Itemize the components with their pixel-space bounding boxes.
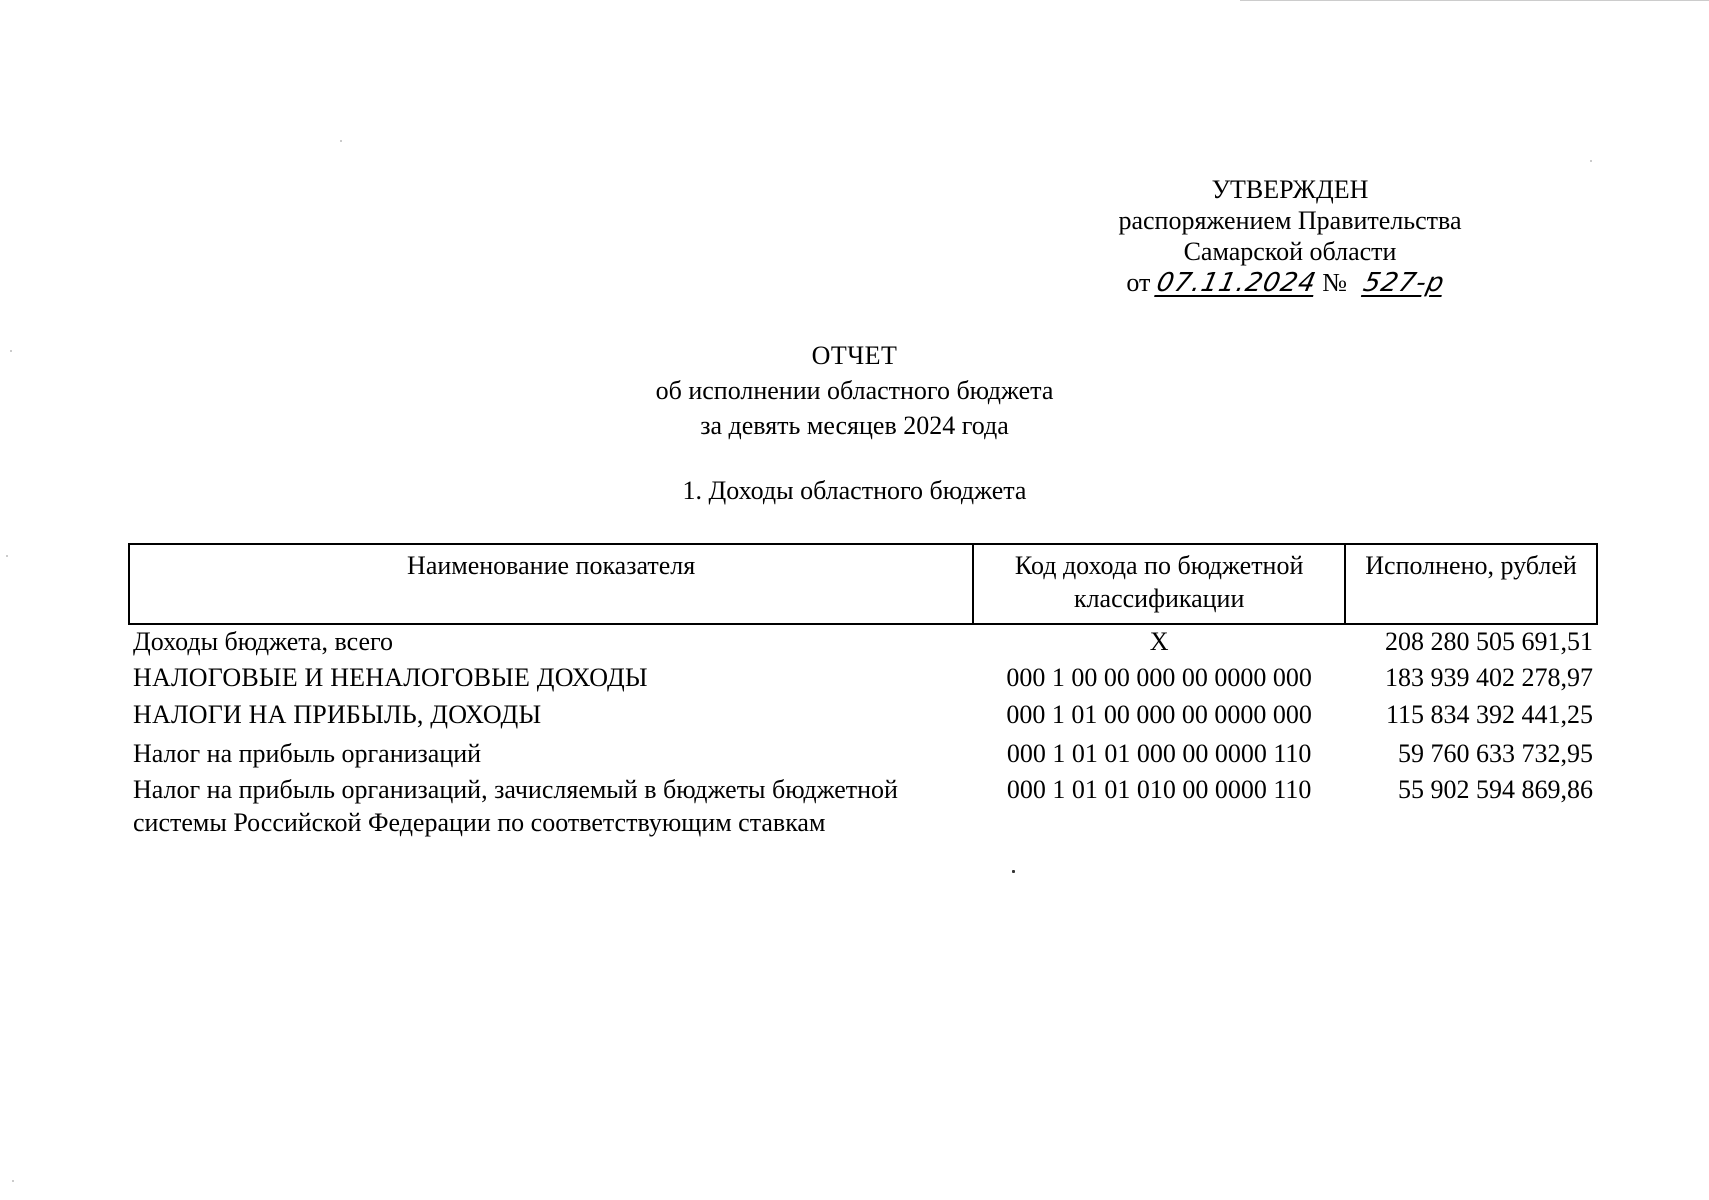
approval-status: УТВЕРЖДЕН [1211,175,1369,204]
row-code: 000 1 01 01 000 00 0000 110 [1006,739,1312,768]
approval-block [1080,174,1500,299]
scan-speck [1012,870,1015,873]
section-title: 1. Доходы областного бюджета [682,476,1027,505]
table-header-row [129,544,1597,624]
approval-authority-line1: распоряжением Правительства [1118,206,1462,235]
approval-date-prefix: от [1126,268,1151,297]
row-code: 000 1 01 01 010 00 0000 110 [1006,775,1312,804]
row-value: 183 939 402 278,97 [1385,663,1593,692]
table-row [129,624,1597,661]
approval-date-line [1080,267,1500,299]
row-value: 59 760 633 732,95 [1398,739,1593,768]
row-name: Налог на прибыль организаций [133,739,482,768]
report-subtitle-line2: за девять месяцев 2024 года [700,411,1009,440]
row-value: 55 902 594 869,86 [1398,775,1593,804]
approval-date-handwritten: 07.11.2024 [1153,268,1320,298]
scan-speck [340,140,342,142]
table-row [129,773,1597,839]
row-name: НАЛОГОВЫЕ И НЕНАЛОГОВЫЕ ДОХОДЫ [133,663,648,692]
approval-number-handwritten: 527-р [1360,268,1448,298]
row-value: 208 280 505 691,51 [1385,627,1593,656]
table-row [129,697,1597,737]
column-header-value: Исполнено, рублей [1345,544,1597,624]
scan-speck [12,1180,14,1182]
approval-number-sign: № [1322,268,1348,297]
table-row [129,661,1597,697]
income-table-body [129,624,1597,839]
table-row [129,737,1597,773]
row-name: Доходы бюджета, всего [133,627,394,656]
row-name: Налог на прибыль организаций, зачисляемый в бюджеты бюджетной системы Российской Федерации по соответствующим ставкам [133,775,898,837]
row-code: 000 1 00 00 000 00 0000 000 [1006,663,1312,692]
row-value: 115 834 392 441,25 [1385,700,1593,729]
approval-authority-line2: Самарской области [1183,237,1397,266]
income-table [128,543,1598,839]
column-header-name: Наименование показателя [129,544,973,624]
scan-edge-line [1240,0,1709,1]
scan-speck [1590,160,1592,162]
report-heading [0,338,1709,443]
report-title: ОТЧЕТ [811,341,898,370]
report-subtitle-line1: об исполнении областного бюджета [655,376,1054,405]
row-code: 000 1 01 00 000 00 0000 000 [1006,700,1312,729]
scan-speck [6,555,8,557]
row-code: X [1149,627,1169,656]
income-table-header [129,544,1597,624]
column-header-code: Код дохода по бюджетной классификации [973,544,1345,624]
row-name: НАЛОГИ НА ПРИБЫЛЬ, ДОХОДЫ [133,700,542,729]
